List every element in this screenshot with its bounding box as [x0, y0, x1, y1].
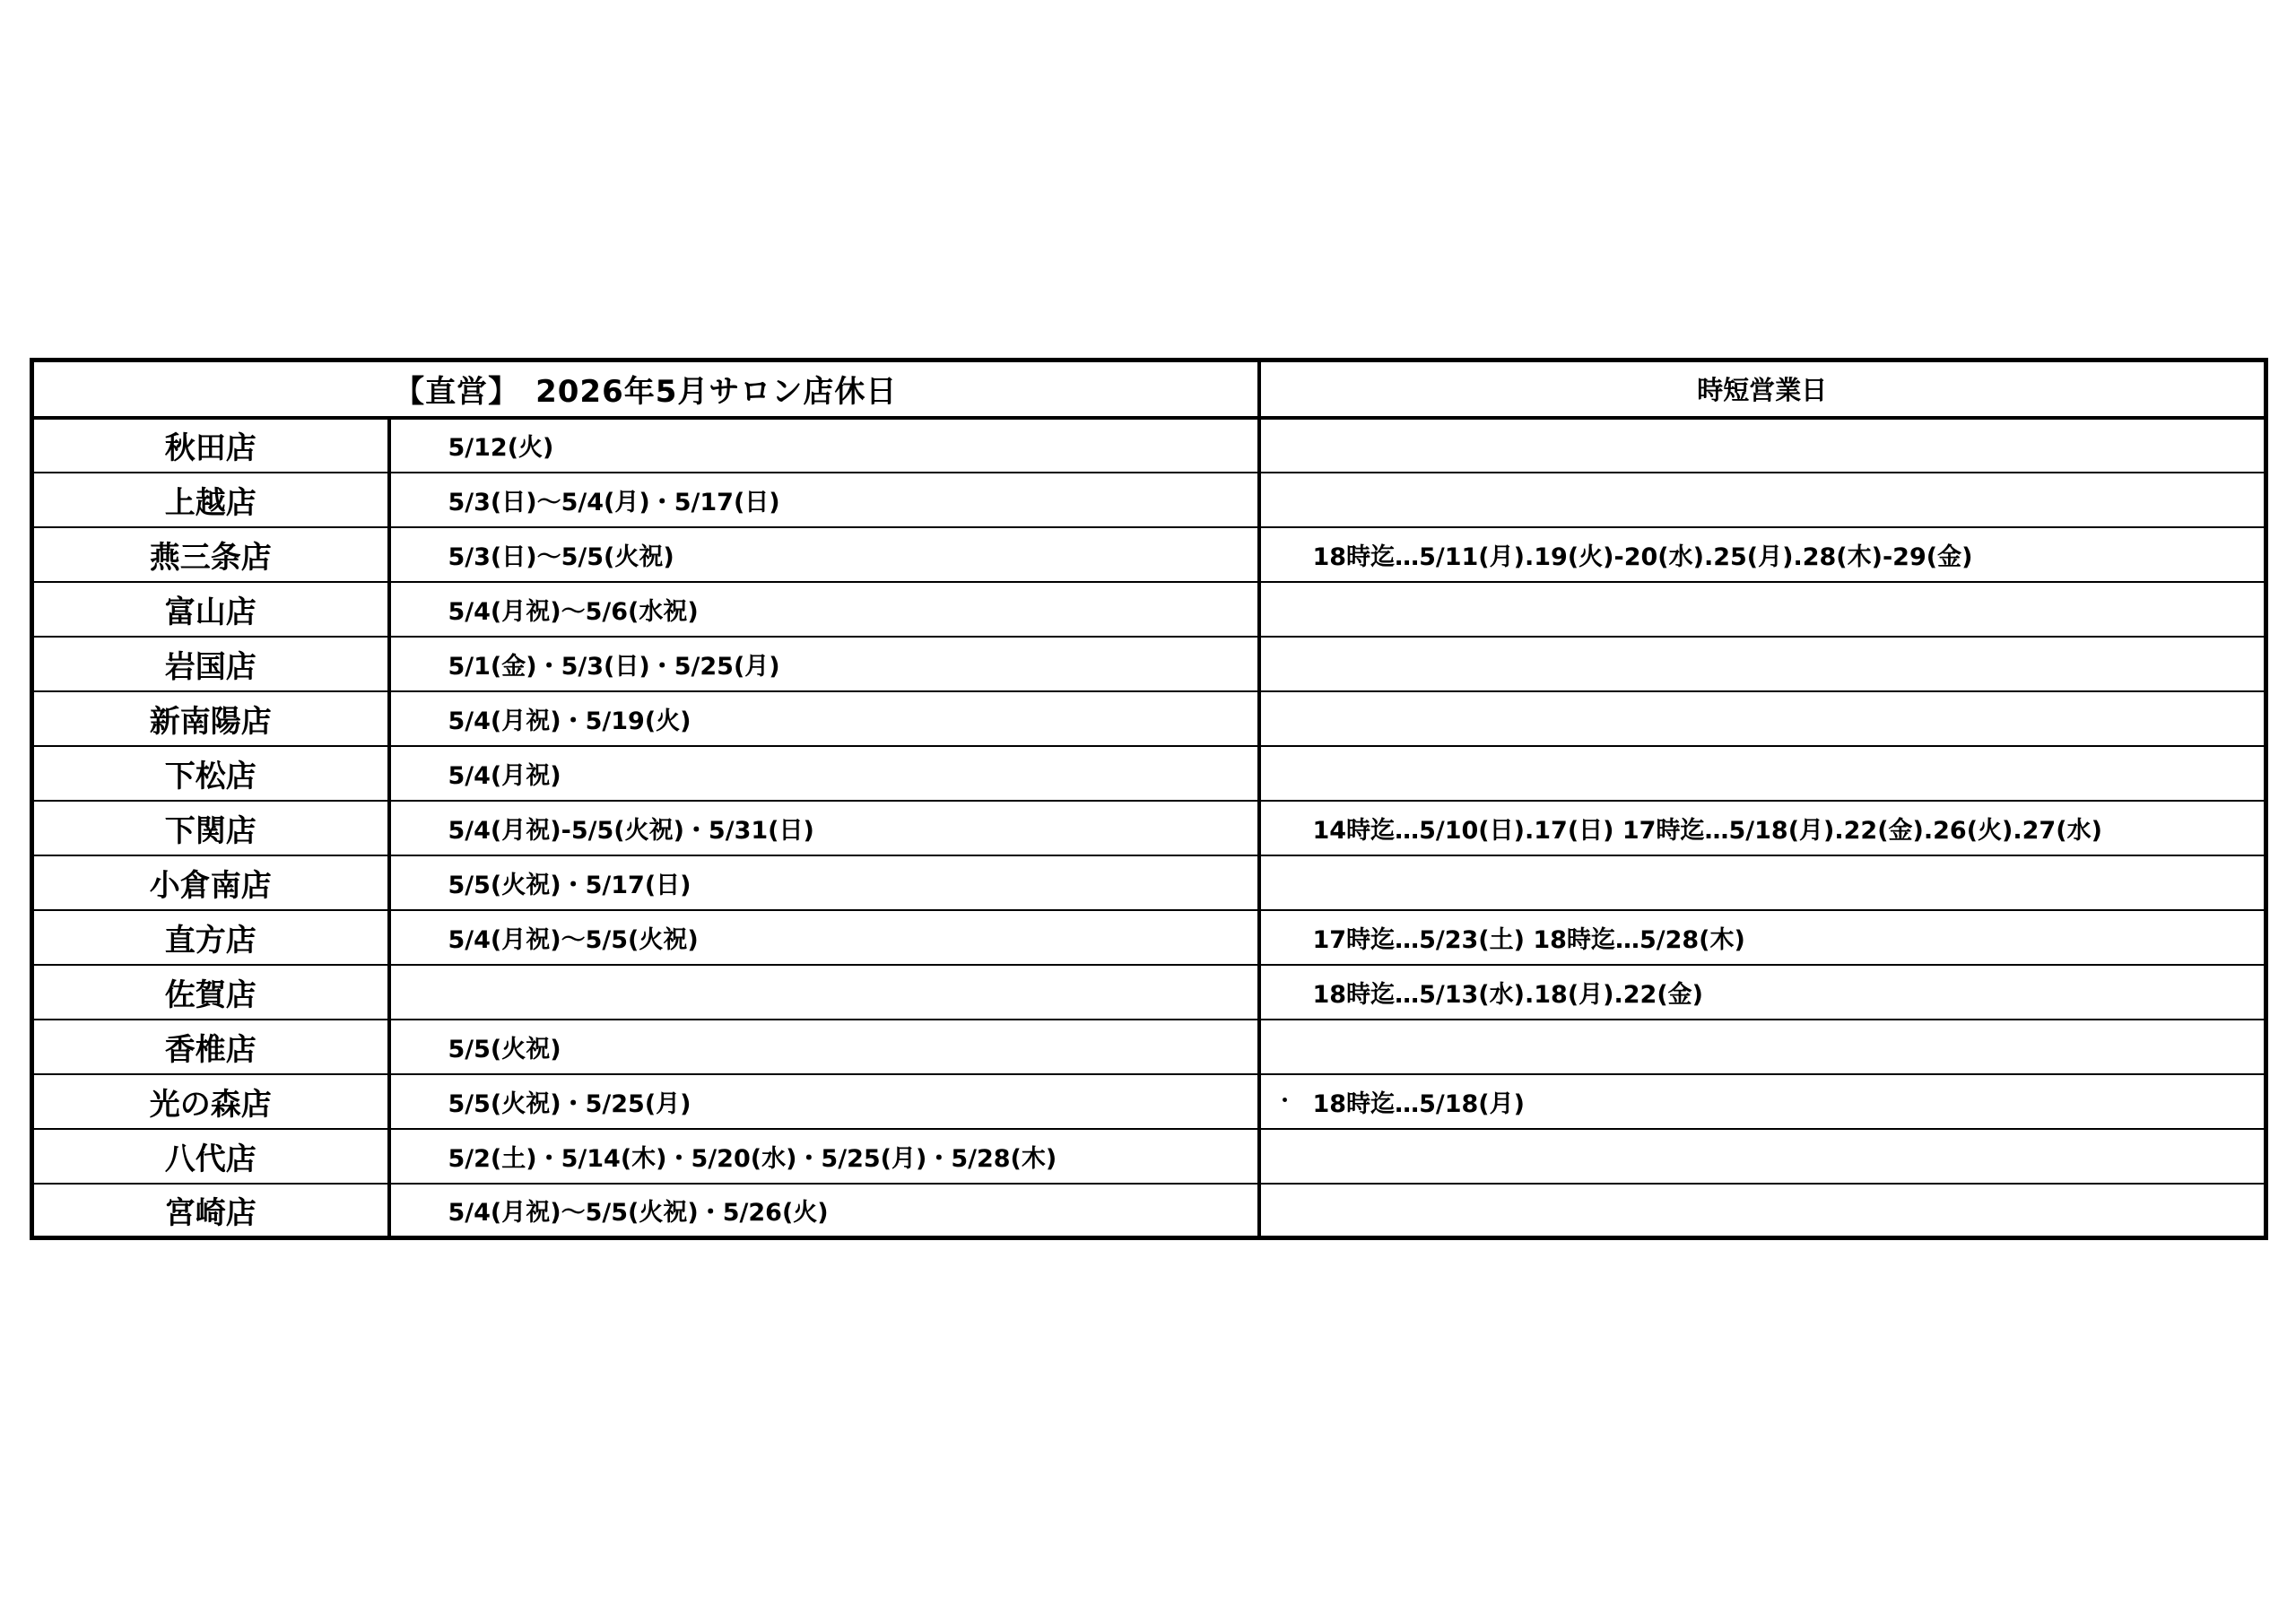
store-name: 佐賀店 — [32, 965, 389, 1020]
short-hours-days — [1259, 746, 2266, 801]
bullet-mark: ・ — [1274, 1089, 1295, 1113]
store-name: 宮崎店 — [32, 1184, 389, 1238]
short-hours-days — [1259, 801, 2266, 855]
short-hours-days — [1259, 1020, 2266, 1074]
short-hours-days — [1259, 527, 2266, 582]
table-header-row — [32, 360, 2266, 418]
short-hours-days — [1259, 1184, 2266, 1238]
short-hours-text: 18時迄…5/11(月).19(火)-20(水).25(月).28(木)-29(金) — [1312, 542, 1973, 571]
closed-days: 5/4(月祝)～5/5(火祝)・5/26(火) — [389, 1184, 1259, 1238]
store-name: 香椎店 — [32, 1020, 389, 1074]
store-name: 燕三条店 — [32, 527, 389, 582]
store-name: 下関店 — [32, 801, 389, 855]
store-name: 小倉南店 — [32, 855, 389, 910]
short-hours-days — [1259, 1074, 2266, 1129]
closed-days: 5/4(月祝)～5/5(火祝) — [389, 910, 1259, 965]
short-hours-days — [1259, 910, 2266, 965]
table-row — [32, 1074, 2266, 1129]
closed-days: 5/4(月祝) — [389, 746, 1259, 801]
table-row — [32, 527, 2266, 582]
table-row — [32, 691, 2266, 746]
table-row — [32, 473, 2266, 527]
closed-days: 5/12(火) — [389, 418, 1259, 473]
short-hours-days — [1259, 637, 2266, 691]
table-row — [32, 1129, 2266, 1184]
closed-days: 5/4(月祝)～5/6(水祝) — [389, 582, 1259, 637]
short-hours-text: 17時迄…5/23(土) 18時迄…5/28(木) — [1312, 925, 1745, 954]
table-row — [32, 418, 2266, 473]
store-name: 光の森店 — [32, 1074, 389, 1129]
table-row — [32, 1184, 2266, 1238]
table-title: 【直営】 2026年5月サロン店休日 — [32, 360, 1259, 418]
short-hours-days — [1259, 691, 2266, 746]
closed-days: 5/3(日)～5/5(火祝) — [389, 527, 1259, 582]
closed-days: 5/2(土)・5/14(木)・5/20(水)・5/25(月)・5/28(木) — [389, 1129, 1259, 1184]
closed-days: 5/5(火祝)・5/17(日) — [389, 855, 1259, 910]
closed-days: 5/4(月祝)・5/19(火) — [389, 691, 1259, 746]
short-hours-days — [1259, 855, 2266, 910]
closed-days: 5/1(金)・5/3(日)・5/25(月) — [389, 637, 1259, 691]
closed-days: 5/5(火祝) — [389, 1020, 1259, 1074]
table-row — [32, 746, 2266, 801]
short-hours-header: 時短営業日 — [1259, 360, 2266, 418]
short-hours-days — [1259, 1129, 2266, 1184]
table-row — [32, 582, 2266, 637]
short-hours-text: 18時迄…5/13(水).18(月).22(金) — [1312, 980, 1704, 1009]
store-name: 八代店 — [32, 1129, 389, 1184]
table-row — [32, 855, 2266, 910]
table-body — [32, 418, 2266, 1238]
short-hours-days — [1259, 418, 2266, 473]
short-hours-text: 18時迄…5/18(月) — [1312, 1089, 1525, 1118]
store-name: 富山店 — [32, 582, 389, 637]
table-row — [32, 801, 2266, 855]
store-name: 下松店 — [32, 746, 389, 801]
closed-days: 5/5(火祝)・5/25(月) — [389, 1074, 1259, 1129]
closed-days: 5/3(日)～5/4(月)・5/17(日) — [389, 473, 1259, 527]
short-hours-text: 14時迄…5/10(日).17(日) 17時迄…5/18(月).22(金).26(火).27(水) — [1312, 816, 2102, 845]
store-name: 岩国店 — [32, 637, 389, 691]
closed-days — [389, 965, 1259, 1020]
store-name: 新南陽店 — [32, 691, 389, 746]
salon-holiday-table — [30, 358, 2268, 1240]
store-name: 直方店 — [32, 910, 389, 965]
short-hours-days — [1259, 473, 2266, 527]
store-name: 秋田店 — [32, 418, 389, 473]
table-row — [32, 910, 2266, 965]
closed-days: 5/4(月祝)-5/5(火祝)・5/31(日) — [389, 801, 1259, 855]
table-row — [32, 965, 2266, 1020]
table-row — [32, 637, 2266, 691]
table-row — [32, 1020, 2266, 1074]
short-hours-days — [1259, 582, 2266, 637]
short-hours-days — [1259, 965, 2266, 1020]
store-name: 上越店 — [32, 473, 389, 527]
